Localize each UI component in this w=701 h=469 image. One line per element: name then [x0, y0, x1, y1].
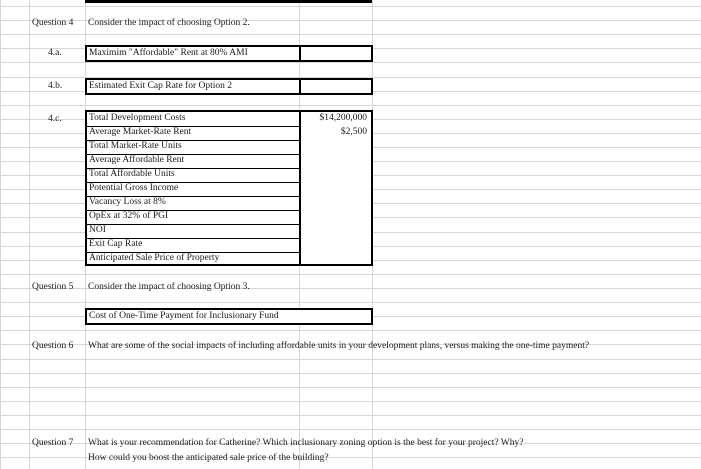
item-4c-row-label: NOI	[89, 225, 106, 235]
item-4c-row-label: Average Market-Rate Rent	[89, 127, 192, 137]
item-4a-number: 4.a.	[48, 48, 62, 58]
item-4c-row-label: Total Development Costs	[89, 113, 186, 123]
item-4b-row	[85, 78, 373, 95]
item-4c-row-label: OpEx at 32% of PGI	[89, 211, 169, 221]
question-6-label: Question 6	[32, 341, 74, 351]
item-4c-row-label: Potential Gross Income	[89, 183, 179, 193]
item-4a-row	[85, 45, 373, 62]
question-6-text: What are some of the social impacts of including affordable units in your development plans, versus making the one-time payment?	[88, 341, 590, 351]
question-4-label: Question 4	[32, 18, 74, 28]
item-4c-row-value[interactable]: $14,200,000	[319, 113, 367, 123]
question-7-line-2: How could you boost the anticipated sale price of the building?	[88, 453, 329, 463]
row-divider	[87, 224, 299, 225]
item-4a-label: Maximim "Affordable" Rent at 80% AMI	[89, 48, 248, 58]
question-5-text: Consider the impact of choosing Option 3.	[88, 282, 250, 292]
top-border-value	[299, 0, 372, 3]
item-4c-row-label: Average Affordable Rent	[89, 155, 185, 165]
item-4c-row-value[interactable]: $2,500	[340, 127, 367, 137]
item-4c-number: 4.c.	[48, 114, 62, 124]
item-4b-label: Estimated Exit Cap Rate for Option 2	[89, 81, 233, 91]
item-4c-row-label: Vacancy Loss at 8%	[89, 197, 166, 207]
question-7-line-1: What is your recommendation for Catherine? Which inclusionary zoning option is the best for your project? Why?	[88, 438, 524, 448]
item-4c-table	[85, 110, 373, 266]
top-border-label	[85, 0, 299, 3]
item-4c-row-label: Anticipated Sale Price of Property	[89, 253, 220, 263]
item-4b-number: 4.b.	[48, 81, 63, 91]
item-5-label: Cost of One-Time Payment for Inclusionary Fund	[89, 311, 279, 321]
item-4c-row-label: Exit Cap Rate	[89, 239, 143, 249]
question-4-text: Consider the impact of choosing Option 2.	[88, 18, 250, 28]
question-5-label: Question 5	[32, 282, 74, 292]
item-5-row	[85, 308, 373, 325]
question-7-label: Question 7	[32, 438, 74, 448]
item-4c-row-label: Total Market-Rate Units	[89, 141, 182, 151]
item-4c-row-label: Total Affordable Units	[89, 169, 175, 179]
